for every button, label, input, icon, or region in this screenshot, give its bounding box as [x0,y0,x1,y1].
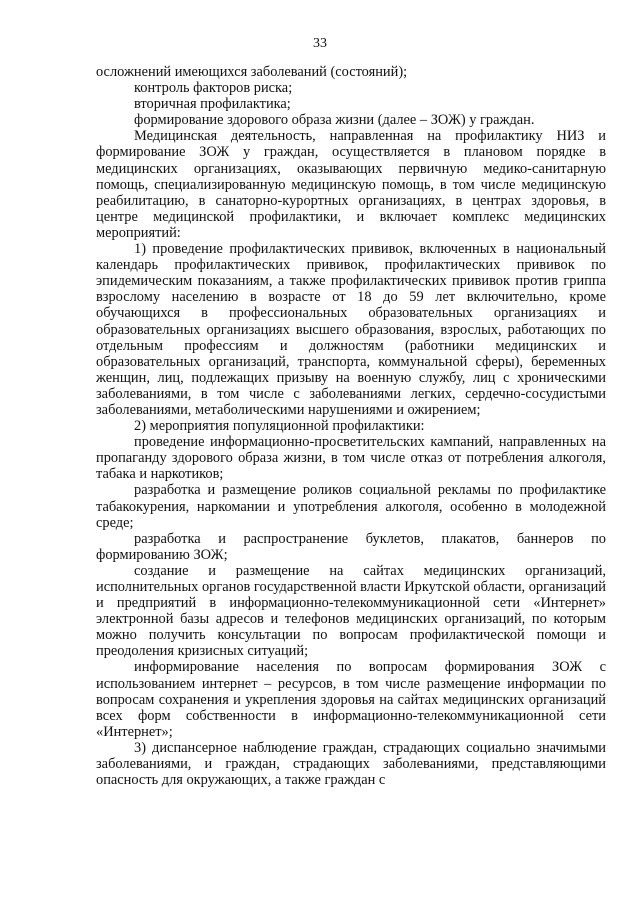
paragraph: вторичная профилактика; [134,96,291,113]
paragraph: осложнений имеющихся заболеваний (состояний); [96,64,408,80]
document-body [96,64,606,788]
paragraph: 2) мероприятия популяционной профилактики: [134,418,425,435]
paragraph: создание и размещение на сайтах медицинских организаций, исполнительных органов государственной власти Иркутской области, организаций и предприятий в информационно-телекоммуникационной сети «Интернет» электронной базы адресов и телефонов медицинских организаций, по которым можно получить консультации по вопросам профилактической помощи и преодоления кризисных ситуаций; [96,562,606,660]
paragraph: разработка и распространение буклетов, плакатов, баннеров по формированию ЗОЖ; [96,530,606,563]
paragraph: Медицинская деятельность, направленная на профилактику НИЗ и формирование ЗОЖ у граждан, осуществляется в плановом порядке в медицинских организациях, оказывающих первичную медико-санитарную помощь, специализированную медицинскую помощь, в том числе медицинскую реабилитацию, в санаторно-курортных организациях, в центрах здоровья, в центре медицинской профилактики, и включает комплекс медицинских мероприятий: [96,128,606,241]
paragraph: 1) проведение профилактических прививок, включенных в национальный календарь профилактических прививок, профилактических прививок по эпидемическим показаниям, а также профилактических прививок против гриппа взрослому населению в возрасте от 18 до 59 лет включительно, кроме обучающихся в профессиональных образовательных организациях и образовательных организациях высшего образования, взрослых, работающих по отдельным профессиям и должностям (работники медицинских и образовательных организаций, транспорта, коммунальной сферы), беременных женщин, лиц, подлежащих призыву на военную службу, лиц с хроническими заболеваниями, в том числе с заболеваниями легких, сердечно-сосудистыми заболеваниями, метаболическими нарушениями и ожирением; [96,241,606,418]
paragraph: контроль факторов риска; [134,80,293,97]
paragraph: 3) диспансерное наблюдение граждан, страдающих социально значимыми заболеваниями, и граждан, страдающих заболеваниями, представляющими опасность для окружающих, а также граждан с [96,739,606,789]
paragraph: разработка и размещение роликов социальной рекламы по профилактике табакокурения, наркомании и употребления алкоголя, особенно в молодежной среде; [96,482,606,531]
paragraph: формирование здорового образа жизни (далее – ЗОЖ) у граждан. [134,112,535,129]
paragraph: проведение информационно-просветительских кампаний, направленных на пропаганду здорового образа жизни, в том числе отказ от потребления алкоголя, табака и наркотиков; [96,434,606,483]
page-number: 33 [313,36,327,51]
paragraph: информирование населения по вопросам формирования ЗОЖ с использованием интернет – ресурсов, в том числе размещение информации по вопросам сохранения и укрепления здоровья на сайтах медицинских организаций всех форм собственности в информационно-телекоммуникационной сети «Интернет»; [96,659,606,740]
